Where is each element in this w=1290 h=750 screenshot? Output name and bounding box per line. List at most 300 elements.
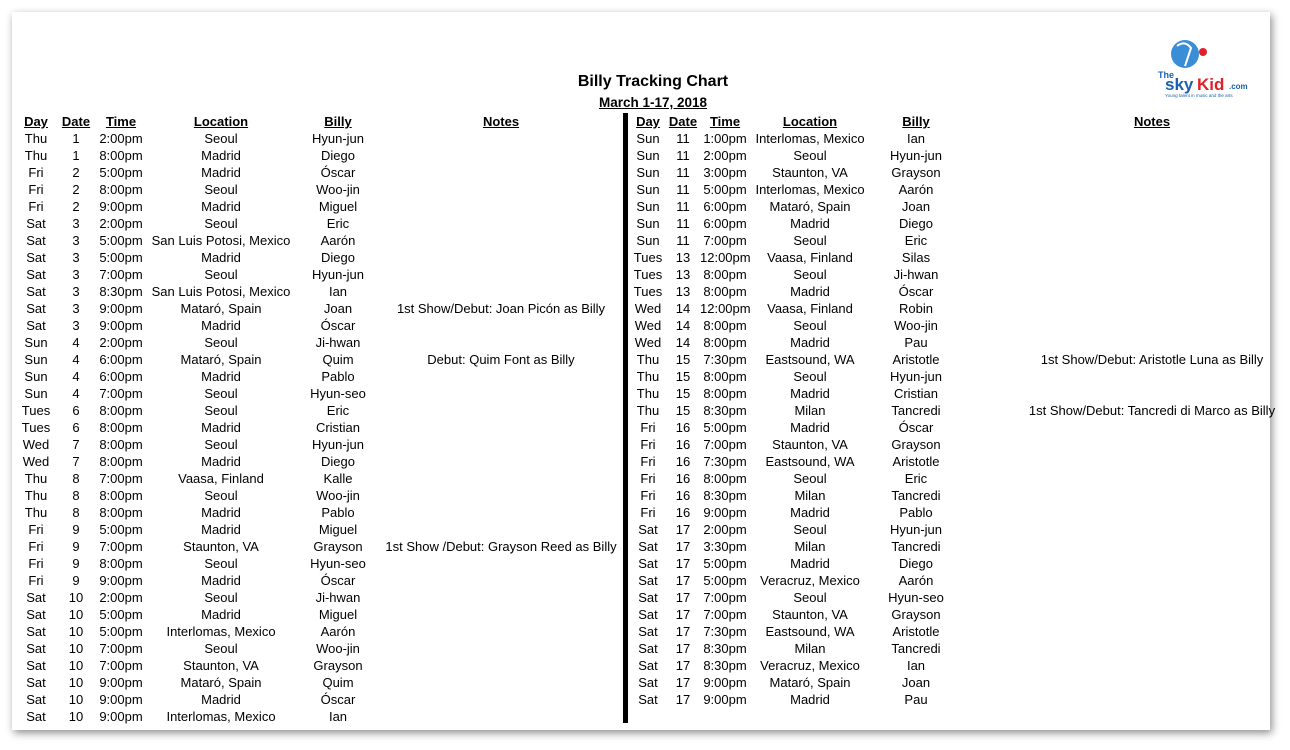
- cell-time: 3:30pm: [703, 539, 747, 554]
- cell-time: 8:00pm: [99, 420, 143, 435]
- table-row: [630, 164, 1290, 181]
- cell-date: 1: [72, 148, 80, 163]
- cell-date: 15: [675, 369, 691, 384]
- svg-text:Kid: Kid: [1197, 75, 1225, 94]
- cell-billy: Ian: [328, 709, 348, 724]
- spacer: [962, 334, 986, 351]
- cell-date: 10: [68, 590, 84, 605]
- cell-date: 15: [675, 352, 691, 367]
- cell-date: 4: [72, 352, 80, 367]
- table-row: [630, 368, 1290, 385]
- spacer: [962, 470, 986, 487]
- table-row: [18, 266, 624, 283]
- cell-notes: [986, 436, 1290, 453]
- table-row: [18, 419, 624, 436]
- cell-billy: Óscar: [320, 692, 356, 707]
- table-row: [630, 215, 1290, 232]
- spacer: [962, 419, 986, 436]
- cell-time: 7:00pm: [99, 386, 143, 401]
- cell-location: Madrid: [201, 607, 241, 622]
- spacer: [962, 504, 986, 521]
- cell-billy: Hyun-jun: [311, 267, 365, 282]
- spacer: [962, 351, 986, 368]
- cell-day: Sat: [26, 233, 46, 248]
- cell-time: 7:30pm: [703, 454, 747, 469]
- cell-billy: Hyun-seo: [888, 590, 944, 605]
- cell-date: 4: [72, 369, 80, 384]
- header-time: Time: [105, 114, 137, 129]
- spacer: [962, 215, 986, 232]
- spacer: [962, 164, 986, 181]
- cell-location: Madrid: [201, 318, 241, 333]
- cell-billy: Cristian: [893, 386, 939, 401]
- cell-time: 9:00pm: [99, 709, 143, 724]
- cell-location: Mataró, Spain: [769, 675, 851, 690]
- table-row: [630, 606, 1290, 623]
- cell-time: 7:30pm: [703, 624, 747, 639]
- cell-day: Sun: [636, 148, 660, 163]
- cell-time: 7:00pm: [99, 658, 143, 673]
- table-row: [18, 708, 624, 725]
- svg-text:The: The: [1158, 70, 1175, 80]
- cell-day: Sat: [26, 675, 46, 690]
- cell-time: 7:00pm: [703, 437, 747, 452]
- table-row: [630, 453, 1290, 470]
- table-row: [630, 538, 1290, 555]
- cell-day: Tues: [21, 403, 51, 418]
- cell-time: 5:00pm: [703, 556, 747, 571]
- cell-day: Sat: [638, 658, 658, 673]
- table-row: [18, 215, 624, 232]
- table-row: [630, 521, 1290, 538]
- cell-location: Seoul: [204, 386, 238, 401]
- cell-location: Eastsound, WA: [765, 352, 855, 367]
- cell-day: Sat: [26, 624, 46, 639]
- cell-time: 8:00pm: [703, 471, 747, 486]
- cell-notes: [378, 436, 624, 453]
- table-row: [18, 283, 624, 300]
- cell-time: 9:00pm: [703, 692, 747, 707]
- cell-day: Thu: [24, 488, 48, 503]
- cell-time: 8:00pm: [703, 335, 747, 350]
- cell-day: Sun: [636, 131, 660, 146]
- cell-day: Tues: [633, 267, 663, 282]
- spacer: [962, 368, 986, 385]
- cell-date: 9: [72, 539, 80, 554]
- cell-notes: 1st Show /Debut: Grayson Reed as Billy: [385, 539, 617, 554]
- cell-location: Seoul: [793, 148, 827, 163]
- cell-billy: Aarón: [320, 233, 356, 248]
- cell-location: Seoul: [793, 369, 827, 384]
- table-row: [630, 266, 1290, 283]
- cell-notes: [378, 368, 624, 385]
- cell-location: Mataró, Spain: [180, 675, 262, 690]
- cell-day: Sun: [636, 216, 660, 231]
- table-row: [18, 198, 624, 215]
- cell-day: Sat: [638, 641, 658, 656]
- spacer: [962, 691, 986, 708]
- cell-day: Sat: [638, 522, 658, 537]
- cell-time: 8:00pm: [99, 437, 143, 452]
- cell-location: Veracruz, Mexico: [760, 573, 860, 588]
- cell-billy: Grayson: [891, 437, 941, 452]
- table-row: [18, 606, 624, 623]
- cell-day: Fri: [28, 573, 44, 588]
- cell-day: Wed: [22, 454, 50, 469]
- table-row: [630, 504, 1290, 521]
- cell-location: Madrid: [201, 522, 241, 537]
- cell-location: Madrid: [201, 250, 241, 265]
- cell-notes: [986, 317, 1290, 334]
- cell-time: 9:00pm: [703, 675, 747, 690]
- page-subtitle: March 1-17, 2018: [598, 95, 708, 110]
- cell-time: 7:00pm: [703, 233, 747, 248]
- spacer: [962, 572, 986, 589]
- cell-time: 7:00pm: [703, 590, 747, 605]
- cell-day: Sat: [26, 709, 46, 724]
- cell-day: Sat: [26, 284, 46, 299]
- cell-time: 7:00pm: [99, 641, 143, 656]
- spacer: [962, 538, 986, 555]
- table-row: [18, 232, 624, 249]
- cell-location: Madrid: [790, 505, 830, 520]
- cell-date: 17: [675, 590, 691, 605]
- cell-day: Sat: [638, 573, 658, 588]
- cell-day: Fri: [28, 199, 44, 214]
- table-row: [18, 368, 624, 385]
- cell-day: Tues: [633, 284, 663, 299]
- table-row: [630, 674, 1290, 691]
- cell-time: 5:00pm: [99, 607, 143, 622]
- spacer: [962, 640, 986, 657]
- cell-billy: Grayson: [313, 658, 363, 673]
- cell-billy: Diego: [321, 250, 355, 265]
- cell-notes: [378, 198, 624, 215]
- cell-notes: [986, 164, 1290, 181]
- cell-date: 3: [72, 250, 80, 265]
- cell-time: 7:00pm: [703, 607, 747, 622]
- cell-notes: [986, 589, 1290, 606]
- table-row: [18, 249, 624, 266]
- cell-location: Seoul: [204, 131, 238, 146]
- header-time: Time: [709, 114, 741, 129]
- cell-location: Interlomas, Mexico: [166, 624, 276, 639]
- cell-time: 9:00pm: [99, 573, 143, 588]
- cell-billy: Grayson: [313, 539, 363, 554]
- cell-notes: [986, 657, 1290, 674]
- cell-notes: [986, 266, 1290, 283]
- table-row: [630, 691, 1290, 708]
- cell-date: 16: [675, 471, 691, 486]
- cell-time: 6:00pm: [99, 352, 143, 367]
- table-row: [18, 572, 624, 589]
- cell-time: 12:00pm: [700, 250, 751, 265]
- cell-location: Madrid: [201, 148, 241, 163]
- table-row: [18, 181, 624, 198]
- table-row: [18, 470, 624, 487]
- table-row: [630, 130, 1290, 147]
- cell-date: 8: [72, 488, 80, 503]
- cell-billy: Aristotle: [892, 454, 940, 469]
- cell-notes: [378, 385, 624, 402]
- cell-day: Thu: [24, 148, 48, 163]
- cell-location: Vaasa, Finland: [767, 301, 853, 316]
- cell-notes: [986, 419, 1290, 436]
- cell-notes: [378, 657, 624, 674]
- cell-day: Sat: [638, 556, 658, 571]
- cell-date: 14: [675, 335, 691, 350]
- cell-location: Seoul: [204, 641, 238, 656]
- cell-date: 17: [675, 675, 691, 690]
- cell-day: Sun: [24, 335, 48, 350]
- cell-day: Thu: [24, 131, 48, 146]
- cell-date: 2: [72, 182, 80, 197]
- table-row: [630, 589, 1290, 606]
- cell-billy: Quim: [322, 352, 354, 367]
- cell-date: 17: [675, 641, 691, 656]
- header-location: Location: [782, 114, 838, 129]
- cell-notes: [378, 215, 624, 232]
- cell-notes: [986, 300, 1290, 317]
- cell-billy: Óscar: [320, 318, 356, 333]
- cell-location: Mataró, Spain: [769, 199, 851, 214]
- cell-billy: Aristotle: [892, 624, 940, 639]
- cell-notes: [986, 623, 1290, 640]
- cell-billy: Grayson: [891, 607, 941, 622]
- cell-location: Madrid: [201, 454, 241, 469]
- cell-billy: Miguel: [318, 199, 358, 214]
- table-row: [630, 436, 1290, 453]
- cell-billy: Ian: [906, 658, 926, 673]
- cell-time: 8:30pm: [703, 488, 747, 503]
- cell-day: Sat: [26, 267, 46, 282]
- table-row: [630, 385, 1290, 402]
- cell-date: 7: [72, 437, 80, 452]
- cell-day: Fri: [640, 471, 656, 486]
- table-row: [630, 657, 1290, 674]
- cell-notes: [378, 589, 624, 606]
- table-row: [18, 300, 624, 317]
- cell-location: Madrid: [201, 420, 241, 435]
- cell-day: Thu: [636, 386, 660, 401]
- cell-date: 17: [675, 522, 691, 537]
- cell-day: Sat: [26, 216, 46, 231]
- cell-notes: [986, 249, 1290, 266]
- cell-notes: [378, 674, 624, 691]
- cell-location: Staunton, VA: [183, 539, 259, 554]
- cell-notes: [378, 691, 624, 708]
- table-row: [18, 674, 624, 691]
- cell-time: 9:00pm: [99, 675, 143, 690]
- cell-location: Madrid: [790, 216, 830, 231]
- table-row: [18, 538, 624, 555]
- cell-billy: Robin: [899, 301, 933, 316]
- cell-date: 17: [675, 556, 691, 571]
- cell-notes: [378, 334, 624, 351]
- cell-day: Sat: [26, 607, 46, 622]
- cell-billy: Hyun-jun: [311, 437, 365, 452]
- cell-day: Fri: [640, 505, 656, 520]
- table-row: [18, 487, 624, 504]
- cell-billy: Diego: [321, 454, 355, 469]
- cell-day: Fri: [640, 437, 656, 452]
- cell-notes: [986, 453, 1290, 470]
- spacer: [962, 317, 986, 334]
- svg-text:Young talent in music and the: Young talent in music and the arts: [1165, 93, 1233, 98]
- cell-date: 10: [68, 658, 84, 673]
- cell-notes: [378, 487, 624, 504]
- cell-time: 8:00pm: [99, 556, 143, 571]
- cell-day: Sun: [636, 199, 660, 214]
- cell-location: Interlomas, Mexico: [166, 709, 276, 724]
- table-row: [630, 623, 1290, 640]
- cell-date: 11: [676, 148, 690, 163]
- cell-date: 2: [72, 165, 80, 180]
- cell-notes: [986, 470, 1290, 487]
- cell-notes: [986, 198, 1290, 215]
- cell-date: 3: [72, 267, 80, 282]
- spacer: [962, 283, 986, 300]
- cell-notes: [378, 317, 624, 334]
- header-day: Day: [24, 114, 48, 129]
- page-title: Billy Tracking Chart: [577, 73, 729, 90]
- cell-notes: 1st Show/Debut: Tancredi di Marco as Billy: [1028, 403, 1276, 418]
- cell-billy: Ji-hwan: [315, 590, 361, 605]
- cell-notes: [378, 283, 624, 300]
- spacer: [962, 402, 986, 419]
- cell-date: 17: [675, 624, 691, 639]
- cell-notes: [986, 504, 1290, 521]
- cell-day: Sat: [638, 607, 658, 622]
- cell-time: 12:00pm: [700, 301, 751, 316]
- cell-billy: Ji-hwan: [315, 335, 361, 350]
- cell-day: Sat: [26, 641, 46, 656]
- cell-day: Fri: [28, 522, 44, 537]
- table-row: [18, 147, 624, 164]
- cell-location: Seoul: [204, 216, 238, 231]
- cell-location: Seoul: [204, 590, 238, 605]
- cell-time: 8:00pm: [99, 488, 143, 503]
- cell-billy: Óscar: [898, 284, 934, 299]
- skykid-logo: [1155, 38, 1265, 98]
- cell-notes: [378, 640, 624, 657]
- cell-notes: [986, 640, 1290, 657]
- cell-billy: Diego: [899, 556, 933, 571]
- cell-notes: [378, 419, 624, 436]
- cell-billy: Eric: [326, 403, 350, 418]
- cell-time: 2:00pm: [703, 148, 747, 163]
- cell-time: 6:00pm: [703, 199, 747, 214]
- cell-billy: Hyun-seo: [310, 386, 366, 401]
- cell-time: 5:00pm: [99, 624, 143, 639]
- cell-location: Vaasa, Finland: [178, 471, 264, 486]
- cell-location: Madrid: [201, 165, 241, 180]
- cell-notes: [378, 402, 624, 419]
- cell-time: 6:00pm: [703, 216, 747, 231]
- spacer: [962, 198, 986, 215]
- cell-day: Thu: [636, 403, 660, 418]
- cell-date: 10: [68, 641, 84, 656]
- table-row: [18, 521, 624, 538]
- cell-notes: [378, 232, 624, 249]
- cell-date: 2: [72, 199, 80, 214]
- table-row: [18, 640, 624, 657]
- cell-date: 4: [72, 386, 80, 401]
- cell-day: Sat: [26, 658, 46, 673]
- spacer: [962, 130, 986, 147]
- cell-location: Seoul: [204, 437, 238, 452]
- spacer: [962, 181, 986, 198]
- cell-billy: Aarón: [320, 624, 356, 639]
- cell-billy: Quim: [322, 675, 354, 690]
- cell-notes: [378, 470, 624, 487]
- header-billy: Billy: [902, 114, 930, 129]
- cell-location: Seoul: [204, 267, 238, 282]
- spacer: [962, 657, 986, 674]
- cell-notes: [986, 130, 1290, 147]
- cell-date: 17: [675, 658, 691, 673]
- cell-day: Sat: [638, 539, 658, 554]
- cell-day: Fri: [28, 182, 44, 197]
- spacer: [962, 266, 986, 283]
- table-row: [18, 385, 624, 402]
- spacer: [962, 300, 986, 317]
- cell-location: Madrid: [201, 369, 241, 384]
- header-row: [18, 113, 624, 130]
- cell-location: Madrid: [201, 199, 241, 214]
- table-row: [630, 317, 1290, 334]
- cell-day: Wed: [634, 335, 662, 350]
- cell-location: San Luis Potosi, Mexico: [151, 233, 291, 248]
- cell-location: Seoul: [204, 488, 238, 503]
- cell-time: 2:00pm: [99, 131, 143, 146]
- cell-date: 13: [675, 250, 691, 265]
- cell-date: 1: [72, 131, 80, 146]
- header-notes: Notes: [1133, 114, 1171, 129]
- cell-date: 16: [675, 437, 691, 452]
- table-row: [630, 351, 1290, 368]
- cell-date: 10: [68, 624, 84, 639]
- cell-notes: [986, 368, 1290, 385]
- spacer: [962, 249, 986, 266]
- spacer: [962, 147, 986, 164]
- cell-time: 9:00pm: [99, 318, 143, 333]
- cell-notes: [378, 623, 624, 640]
- table-row: [630, 198, 1290, 215]
- cell-time: 6:00pm: [99, 369, 143, 384]
- cell-billy: Pau: [904, 335, 928, 350]
- cell-time: 8:00pm: [703, 369, 747, 384]
- cell-time: 5:00pm: [703, 573, 747, 588]
- cell-location: Seoul: [793, 318, 827, 333]
- cell-notes: [986, 555, 1290, 572]
- cell-notes: 1st Show/Debut: Joan Picón as Billy: [396, 301, 606, 316]
- table-row: [18, 351, 624, 368]
- cell-billy: Aarón: [898, 182, 934, 197]
- schedule-table-left: [18, 113, 624, 725]
- cell-date: 3: [72, 284, 80, 299]
- cell-time: 5:00pm: [99, 233, 143, 248]
- cell-notes: [986, 538, 1290, 555]
- cell-date: 3: [72, 216, 80, 231]
- cell-day: Fri: [28, 539, 44, 554]
- cell-billy: Pau: [904, 692, 928, 707]
- table-row: [18, 334, 624, 351]
- cell-date: 11: [676, 233, 690, 248]
- cell-notes: [378, 266, 624, 283]
- cell-time: 7:00pm: [99, 471, 143, 486]
- cell-notes: [986, 606, 1290, 623]
